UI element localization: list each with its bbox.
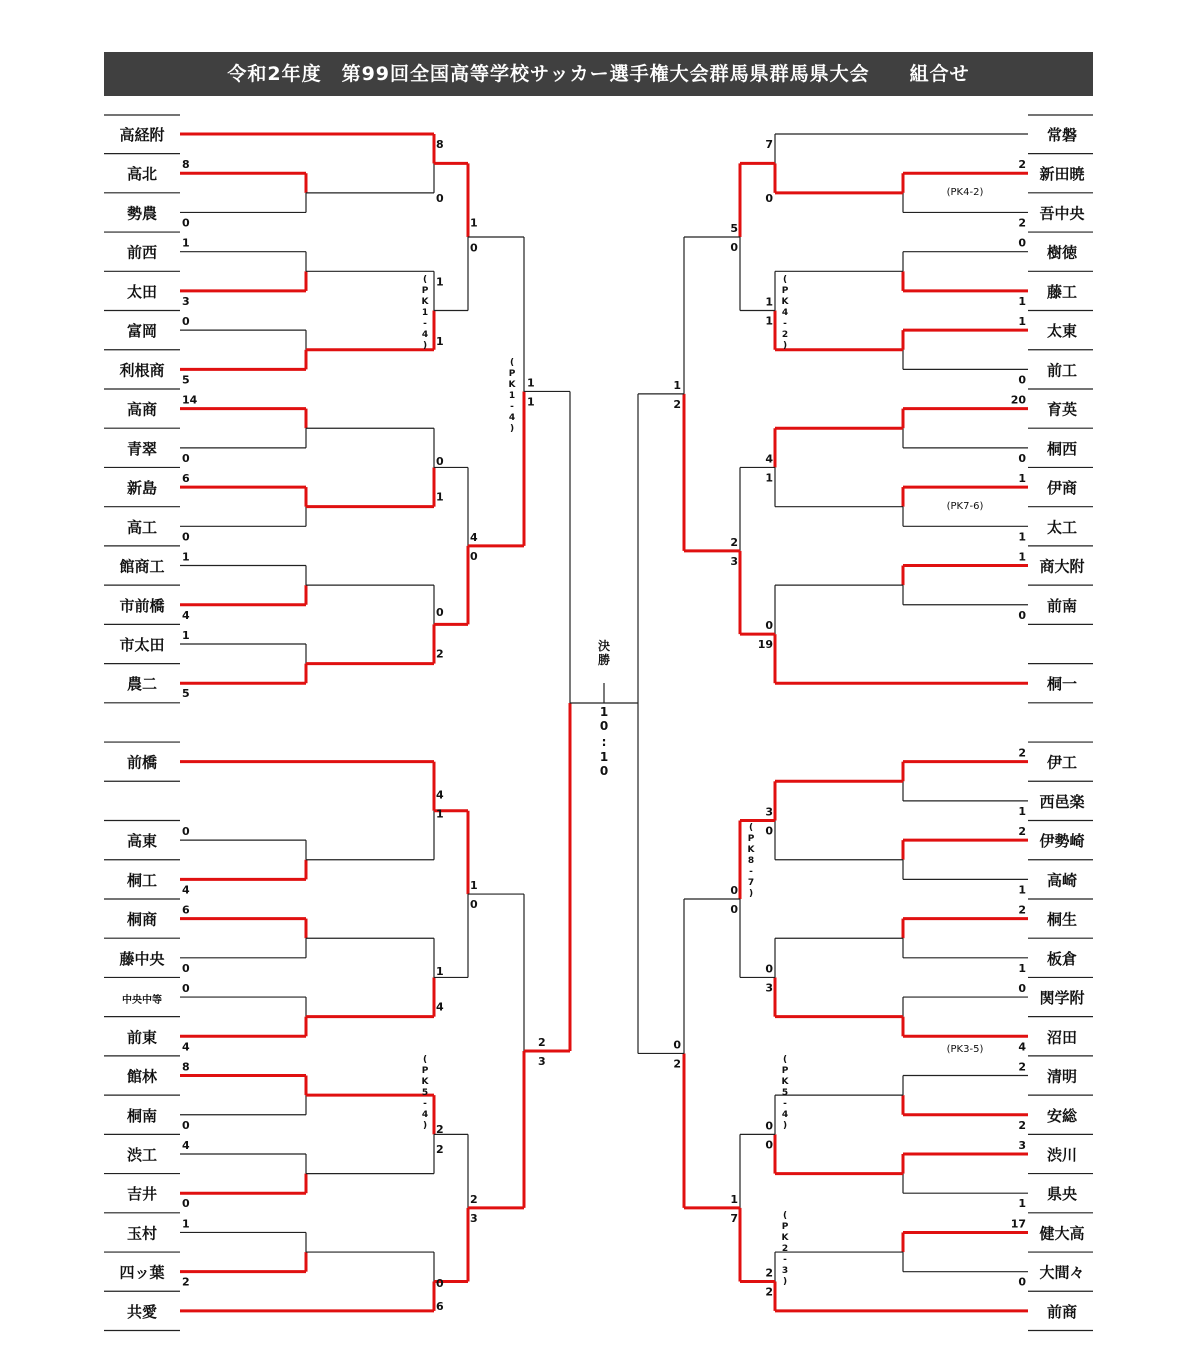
- score: 6: [182, 903, 190, 917]
- team-name: 太工: [1046, 518, 1078, 537]
- pk-note: 8: [747, 856, 755, 866]
- score: 3: [765, 805, 773, 819]
- team-name: 桐西: [1046, 439, 1078, 458]
- score: 5: [182, 687, 190, 701]
- pk-note: 5: [781, 1088, 789, 1098]
- score: 1: [436, 334, 444, 348]
- pk-note: (PK7-6): [946, 501, 984, 512]
- pk-note: -: [423, 319, 427, 329]
- score: 1: [527, 395, 535, 409]
- team-name: 玉村: [126, 1224, 158, 1243]
- pk-note: 4: [421, 330, 429, 340]
- pk-note: -: [423, 1099, 427, 1109]
- score: 2: [1018, 825, 1026, 839]
- score: 1: [182, 550, 190, 564]
- pk-note: K: [781, 1077, 789, 1087]
- team-name: 利根商: [119, 361, 165, 380]
- pk-note: ): [422, 1121, 428, 1131]
- score: 4: [765, 452, 773, 466]
- team-name: 高北: [126, 165, 158, 184]
- team-name: 渋工: [126, 1145, 158, 1164]
- team-name: 前南: [1046, 596, 1078, 615]
- team-name: 安総: [1046, 1106, 1078, 1125]
- score: 1: [1018, 315, 1026, 329]
- score: 1: [1018, 530, 1026, 544]
- score: 4: [182, 608, 190, 622]
- pk-note: ): [782, 341, 788, 351]
- team-name: 健大高: [1039, 1224, 1085, 1243]
- score: 2: [538, 1036, 546, 1050]
- score: 1: [765, 471, 773, 485]
- score: 0: [730, 883, 738, 897]
- team-name: 板倉: [1046, 949, 1078, 968]
- score: 19: [757, 638, 773, 652]
- score: 1: [182, 236, 190, 250]
- score: 4: [1018, 1040, 1026, 1054]
- score: 0: [765, 824, 773, 838]
- pk-note: K: [421, 297, 429, 307]
- final-label: 勝: [597, 653, 611, 667]
- pk-note: -: [783, 1099, 787, 1109]
- score: 0: [765, 191, 773, 205]
- pk-note: (PK3-5): [946, 1044, 984, 1055]
- team-name: 桐一: [1046, 675, 1078, 694]
- score: 8: [436, 138, 444, 151]
- pk-note: ): [782, 1121, 788, 1131]
- final-score: 0: [599, 719, 609, 733]
- score: 0: [470, 549, 478, 563]
- pk-note: K: [508, 380, 516, 390]
- team-name: 吉井: [126, 1185, 158, 1204]
- score: 4: [182, 883, 190, 897]
- score: 2: [1018, 1118, 1026, 1132]
- score: 2: [1018, 158, 1026, 172]
- score: 7: [765, 138, 773, 151]
- team-name: 大間々: [1039, 1263, 1085, 1282]
- score: 4: [436, 788, 444, 802]
- team-name: 桐工: [126, 871, 158, 890]
- team-name: 市前橋: [119, 596, 165, 615]
- score: 6: [182, 472, 190, 486]
- pk-note: (: [748, 823, 754, 833]
- score: 0: [182, 825, 190, 839]
- score: 1: [182, 1217, 190, 1231]
- score: 2: [1018, 216, 1026, 230]
- score: 0: [1018, 1275, 1026, 1289]
- pk-note: (: [422, 1055, 428, 1065]
- score: 2: [730, 535, 738, 549]
- score: 1: [673, 378, 681, 392]
- pk-note: 1: [421, 308, 429, 318]
- bracket-lines: [104, 115, 1093, 1331]
- pk-note: P: [421, 1066, 429, 1076]
- team-name: 館林: [126, 1067, 158, 1086]
- score: 1: [1018, 1197, 1026, 1211]
- score: 1: [1018, 550, 1026, 564]
- score: 0: [470, 241, 478, 255]
- team-name: 西邑楽: [1039, 792, 1085, 811]
- pk-note: -: [783, 319, 787, 329]
- score: 1: [1018, 961, 1026, 975]
- pk-note: K: [421, 1077, 429, 1087]
- pk-note: P: [747, 834, 755, 844]
- score: 0: [182, 961, 190, 975]
- score: 0: [182, 530, 190, 544]
- pk-note: -: [749, 867, 753, 877]
- score: 2: [765, 1266, 773, 1280]
- score: 0: [182, 451, 190, 465]
- final-score: :: [601, 735, 607, 749]
- score: 1: [182, 628, 190, 642]
- score: 14: [182, 393, 198, 407]
- score: 0: [1018, 982, 1026, 996]
- pk-note: (: [782, 1211, 788, 1221]
- score: 0: [765, 1119, 773, 1133]
- score: 1: [730, 1192, 738, 1206]
- final-score: 0: [599, 764, 609, 778]
- score: 2: [1018, 1060, 1026, 1074]
- score: 6: [436, 1299, 444, 1313]
- team-name: 四ッ葉: [119, 1263, 165, 1282]
- score: 0: [730, 240, 738, 254]
- pk-note: ): [509, 424, 515, 434]
- pk-note: 2: [781, 330, 789, 340]
- score: 2: [436, 1143, 444, 1157]
- pk-note: P: [781, 1066, 789, 1076]
- pk-note: ): [422, 341, 428, 351]
- team-name: 館商工: [119, 557, 165, 576]
- team-name: 高崎: [1046, 871, 1078, 890]
- team-name: 伊勢崎: [1039, 832, 1085, 851]
- pk-note: (: [422, 275, 428, 285]
- score: 0: [436, 1277, 444, 1291]
- pk-note: -: [510, 402, 514, 412]
- score: 3: [182, 294, 190, 308]
- pk-note: P: [508, 369, 516, 379]
- pk-note: K: [781, 1233, 789, 1243]
- team-name: 常磐: [1046, 126, 1078, 144]
- score: 1: [470, 216, 478, 230]
- score: 1: [436, 275, 444, 289]
- team-name: 商大附: [1039, 557, 1085, 576]
- pk-note: 1: [508, 391, 516, 401]
- score: 0: [1018, 451, 1026, 465]
- score: 0: [765, 619, 773, 633]
- team-name: 前工: [1046, 361, 1078, 380]
- score: 1: [470, 879, 478, 893]
- score: 0: [436, 191, 444, 205]
- team-name: 高経附: [119, 126, 165, 144]
- bracket-text: [118, 126, 1084, 1321]
- team-name: 藤中央: [119, 949, 165, 968]
- score: 1: [527, 376, 535, 390]
- final-score: 1: [599, 750, 609, 764]
- team-name: 前西: [126, 243, 158, 262]
- score: 2: [470, 1192, 478, 1206]
- score: 2: [1018, 746, 1026, 760]
- team-name: 前橋: [126, 753, 158, 772]
- team-name: 関学附: [1039, 989, 1085, 1008]
- team-name: 前商: [1046, 1302, 1078, 1321]
- pk-note: ): [782, 1277, 788, 1287]
- score: 0: [182, 315, 190, 329]
- team-name: 太東: [1046, 322, 1078, 341]
- team-name: 育英: [1046, 400, 1078, 419]
- team-name: 県央: [1046, 1185, 1078, 1204]
- score: 7: [730, 1211, 738, 1225]
- pk-note: K: [781, 297, 789, 307]
- score: 0: [1018, 608, 1026, 622]
- pk-note: 3: [781, 1266, 789, 1276]
- team-name: 桐商: [126, 910, 158, 929]
- score: 3: [538, 1055, 546, 1069]
- final-score: 1: [599, 705, 609, 719]
- score: 0: [182, 1197, 190, 1211]
- score: 4: [470, 530, 478, 544]
- score: 17: [1010, 1217, 1026, 1231]
- score: 1: [436, 965, 444, 979]
- score: 8: [182, 158, 190, 172]
- team-name: 樹徳: [1046, 243, 1078, 262]
- team-name: 渋川: [1046, 1145, 1078, 1164]
- score: 0: [470, 898, 478, 912]
- team-name: 伊工: [1046, 753, 1078, 772]
- team-name: 高工: [126, 518, 158, 537]
- score: 1: [1018, 472, 1026, 486]
- pk-note: P: [781, 286, 789, 296]
- score: 1: [436, 490, 444, 504]
- score: 3: [730, 554, 738, 568]
- score: 0: [182, 982, 190, 996]
- team-name: 農二: [126, 675, 158, 694]
- score: 2: [436, 647, 444, 661]
- pk-note: ): [748, 889, 754, 899]
- pk-note: 7: [747, 878, 755, 888]
- final-label: 決: [597, 639, 611, 653]
- team-name: 桐生: [1046, 910, 1078, 929]
- score: 0: [182, 216, 190, 230]
- score: 3: [1018, 1138, 1026, 1152]
- team-name: 青翠: [126, 439, 158, 458]
- pk-note: 4: [421, 1110, 429, 1120]
- score: 0: [765, 1138, 773, 1152]
- score: 0: [765, 962, 773, 976]
- score: 0: [436, 455, 444, 469]
- pk-note: (: [782, 275, 788, 285]
- score: 1: [436, 807, 444, 821]
- team-name: 高商: [126, 400, 158, 419]
- team-name: 桐南: [126, 1106, 158, 1125]
- pk-note: (: [509, 358, 515, 368]
- team-name: 前東: [126, 1028, 158, 1047]
- score: 4: [182, 1040, 190, 1054]
- team-name: 太田: [126, 282, 158, 301]
- team-name: 吾中央: [1039, 204, 1085, 223]
- score: 2: [765, 1285, 773, 1299]
- score: 1: [765, 314, 773, 328]
- score: 0: [730, 902, 738, 916]
- team-name: 新島: [126, 479, 158, 498]
- score: 4: [182, 1138, 190, 1152]
- score: 0: [673, 1038, 681, 1052]
- pk-note: P: [781, 1222, 789, 1232]
- score: 5: [182, 373, 190, 387]
- pk-note: 5: [421, 1088, 429, 1098]
- team-name: 市太田: [119, 635, 165, 654]
- score: 2: [182, 1275, 190, 1289]
- pk-note: 2: [781, 1244, 789, 1254]
- team-name: 共愛: [126, 1302, 158, 1321]
- pk-note: -: [783, 1255, 787, 1265]
- score: 1: [1018, 883, 1026, 897]
- score: 3: [470, 1211, 478, 1225]
- team-name: 藤工: [1046, 282, 1078, 301]
- pk-note: (PK4-2): [946, 187, 984, 198]
- team-name: 勢農: [126, 204, 158, 223]
- score: 3: [765, 981, 773, 995]
- score: 1: [765, 295, 773, 309]
- pk-note: (: [782, 1055, 788, 1065]
- team-name: 高東: [126, 832, 158, 851]
- score: 1: [1018, 294, 1026, 308]
- score: 4: [436, 1000, 444, 1014]
- page-title: 令和2年度 第99回全国高等学校サッカー選手権大会群馬県群馬県大会 組合せ: [104, 52, 1093, 96]
- score: 2: [673, 397, 681, 411]
- score: 8: [182, 1060, 190, 1074]
- pk-note: 4: [781, 308, 789, 318]
- score: 1: [1018, 804, 1026, 818]
- score: 2: [1018, 903, 1026, 917]
- team-name: 伊商: [1046, 479, 1078, 498]
- team-name: 沼田: [1046, 1028, 1078, 1047]
- score: 0: [436, 606, 444, 620]
- score: 2: [673, 1057, 681, 1071]
- score: 0: [1018, 373, 1026, 387]
- team-name: 清明: [1046, 1067, 1078, 1086]
- pk-note: 4: [781, 1110, 789, 1120]
- team-name: 富岡: [126, 322, 158, 341]
- score: 0: [182, 1118, 190, 1132]
- team-name: 中央中等: [122, 995, 162, 1007]
- pk-note: 4: [508, 413, 516, 423]
- score: 20: [1010, 393, 1026, 407]
- pk-note: K: [747, 845, 755, 855]
- score: 0: [1018, 236, 1026, 250]
- score: 2: [436, 1123, 444, 1137]
- score: 5: [730, 221, 738, 235]
- team-name: 新田暁: [1039, 165, 1085, 184]
- pk-note: P: [421, 286, 429, 296]
